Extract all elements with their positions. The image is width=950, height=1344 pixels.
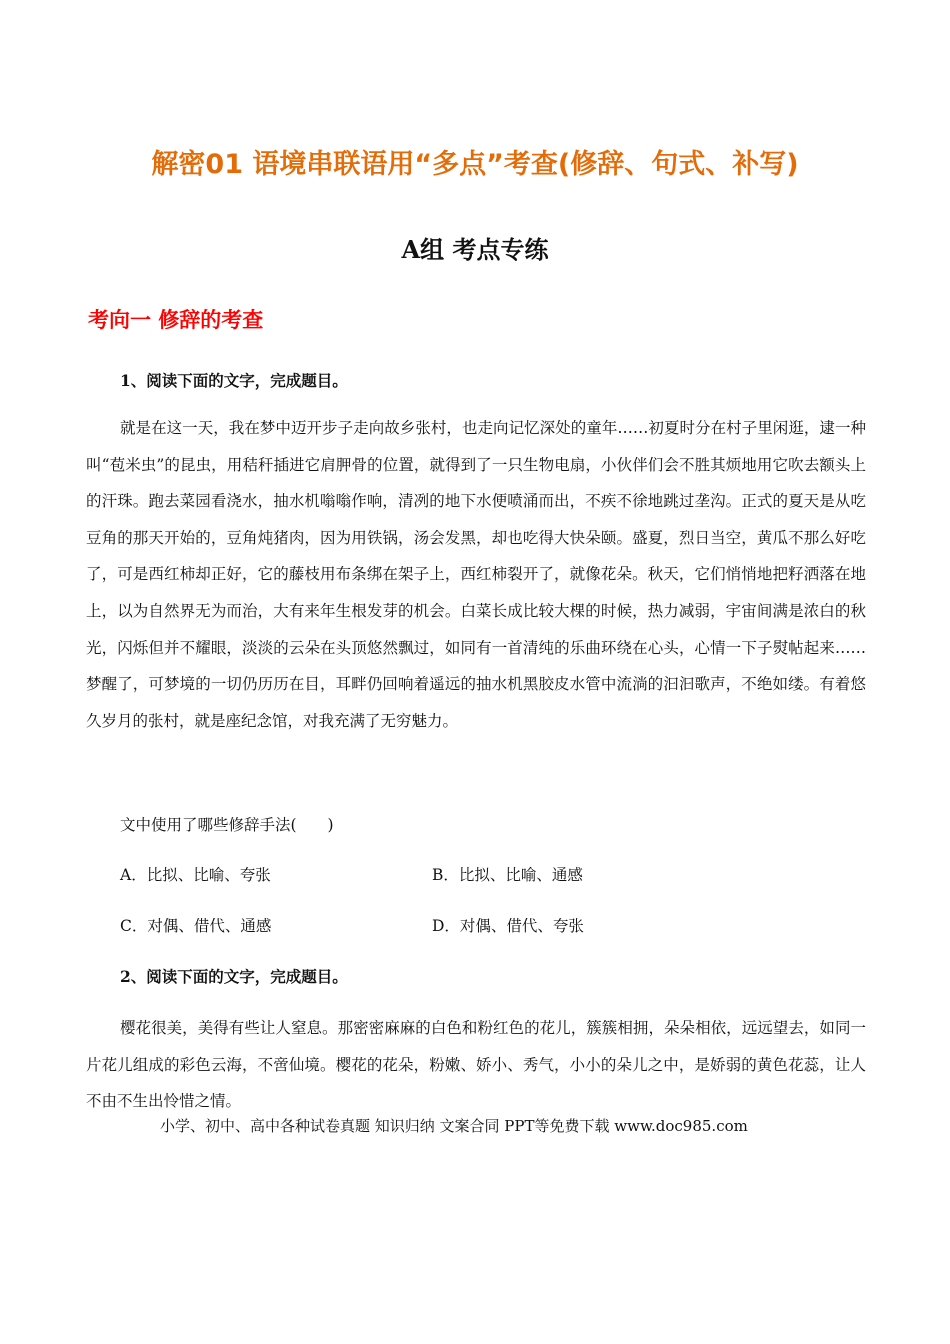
option-b[interactable]: B．比拟、比喻、通感 [432,866,583,884]
document-title: 解密01 语境串联语用“多点”考查(修辞、句式、补写) [151,149,799,180]
option-c[interactable]: C．对偶、借代、通感 [120,917,272,935]
footer-promo: 小学、初中、高中各种试卷真题 知识归纳 文案合同 PPT等免费下载 www.doc985.com [160,1117,748,1135]
question-1-heading: 1、阅读下面的文字，完成题目。 [120,371,348,390]
option-a[interactable]: A．比拟、比喻、夸张 [120,866,271,884]
question-1-prompt: 文中使用了哪些修辞手法( ) [120,816,334,834]
option-d[interactable]: D．对偶、借代、夸张 [432,917,584,935]
group-title: A组 考点专练 [401,235,549,264]
section-heading: 考向一 修辞的考查 [88,308,264,332]
question-2-passage: 樱花很美，美得有些让人窒息。那密密麻麻的白色和粉红色的花儿，簇簇相拥，朵朵相依，远远望去，如同一片花儿组成的彩色云海，不啻仙境。樱花的花朵，粉嫩、娇小、秀气，小小的朵儿之中，是娇弱的黄色花蕊，让人不由不生出怜惜之情。 [86,1019,866,1111]
question-2-heading: 2、阅读下面的文字，完成题目。 [120,967,348,986]
question-1-passage: 就是在这一天，我在梦中迈开步子走向故乡张村，也走向记忆深处的童年……初夏时分在村子里闲逛，逮一种叫“苞米虫”的昆虫，用秸秆插进它肩胛骨的位置，就得到了一只生物电扇，小伙伴们会不胜其烦地用它吹去额头上的汗珠。跑去菜园看浇水，抽水机嗡嗡作响，清冽的地下水便喷涌而出，不疾不徐地跳过垄沟。正式的夏天是从吃豆角的那天开始的，豆角炖猪肉，因为用铁锅，汤会发黑，却也吃得大快朵颐。盛夏，烈日当空，黄瓜不那么好吃了，可是西红柿却正好，它的藤枝用布条绑在架子上，西红柿裂开了，就像花朵。秋天，它们悄悄地把籽洒落在地上，以为自然界无为而治，大有来年生根发芽的机会。白菜长成比较大棵的时候，热力减弱，宇宙间满是浓白的秋光，闪烁但并不耀眼，淡淡的云朵在头顶悠然飘过，如同有一首清纯的乐曲环绕在心头，心情一下子熨帖起来……梦醒了，可梦境的一切仍历历在目，耳畔仍回响着遥远的抽水机黑胶皮水管中流淌的汩汩歌声，不绝如缕。有着悠久岁月的张村，就是座纪念馆，对我充满了无穷魅力。 [86,419,866,730]
